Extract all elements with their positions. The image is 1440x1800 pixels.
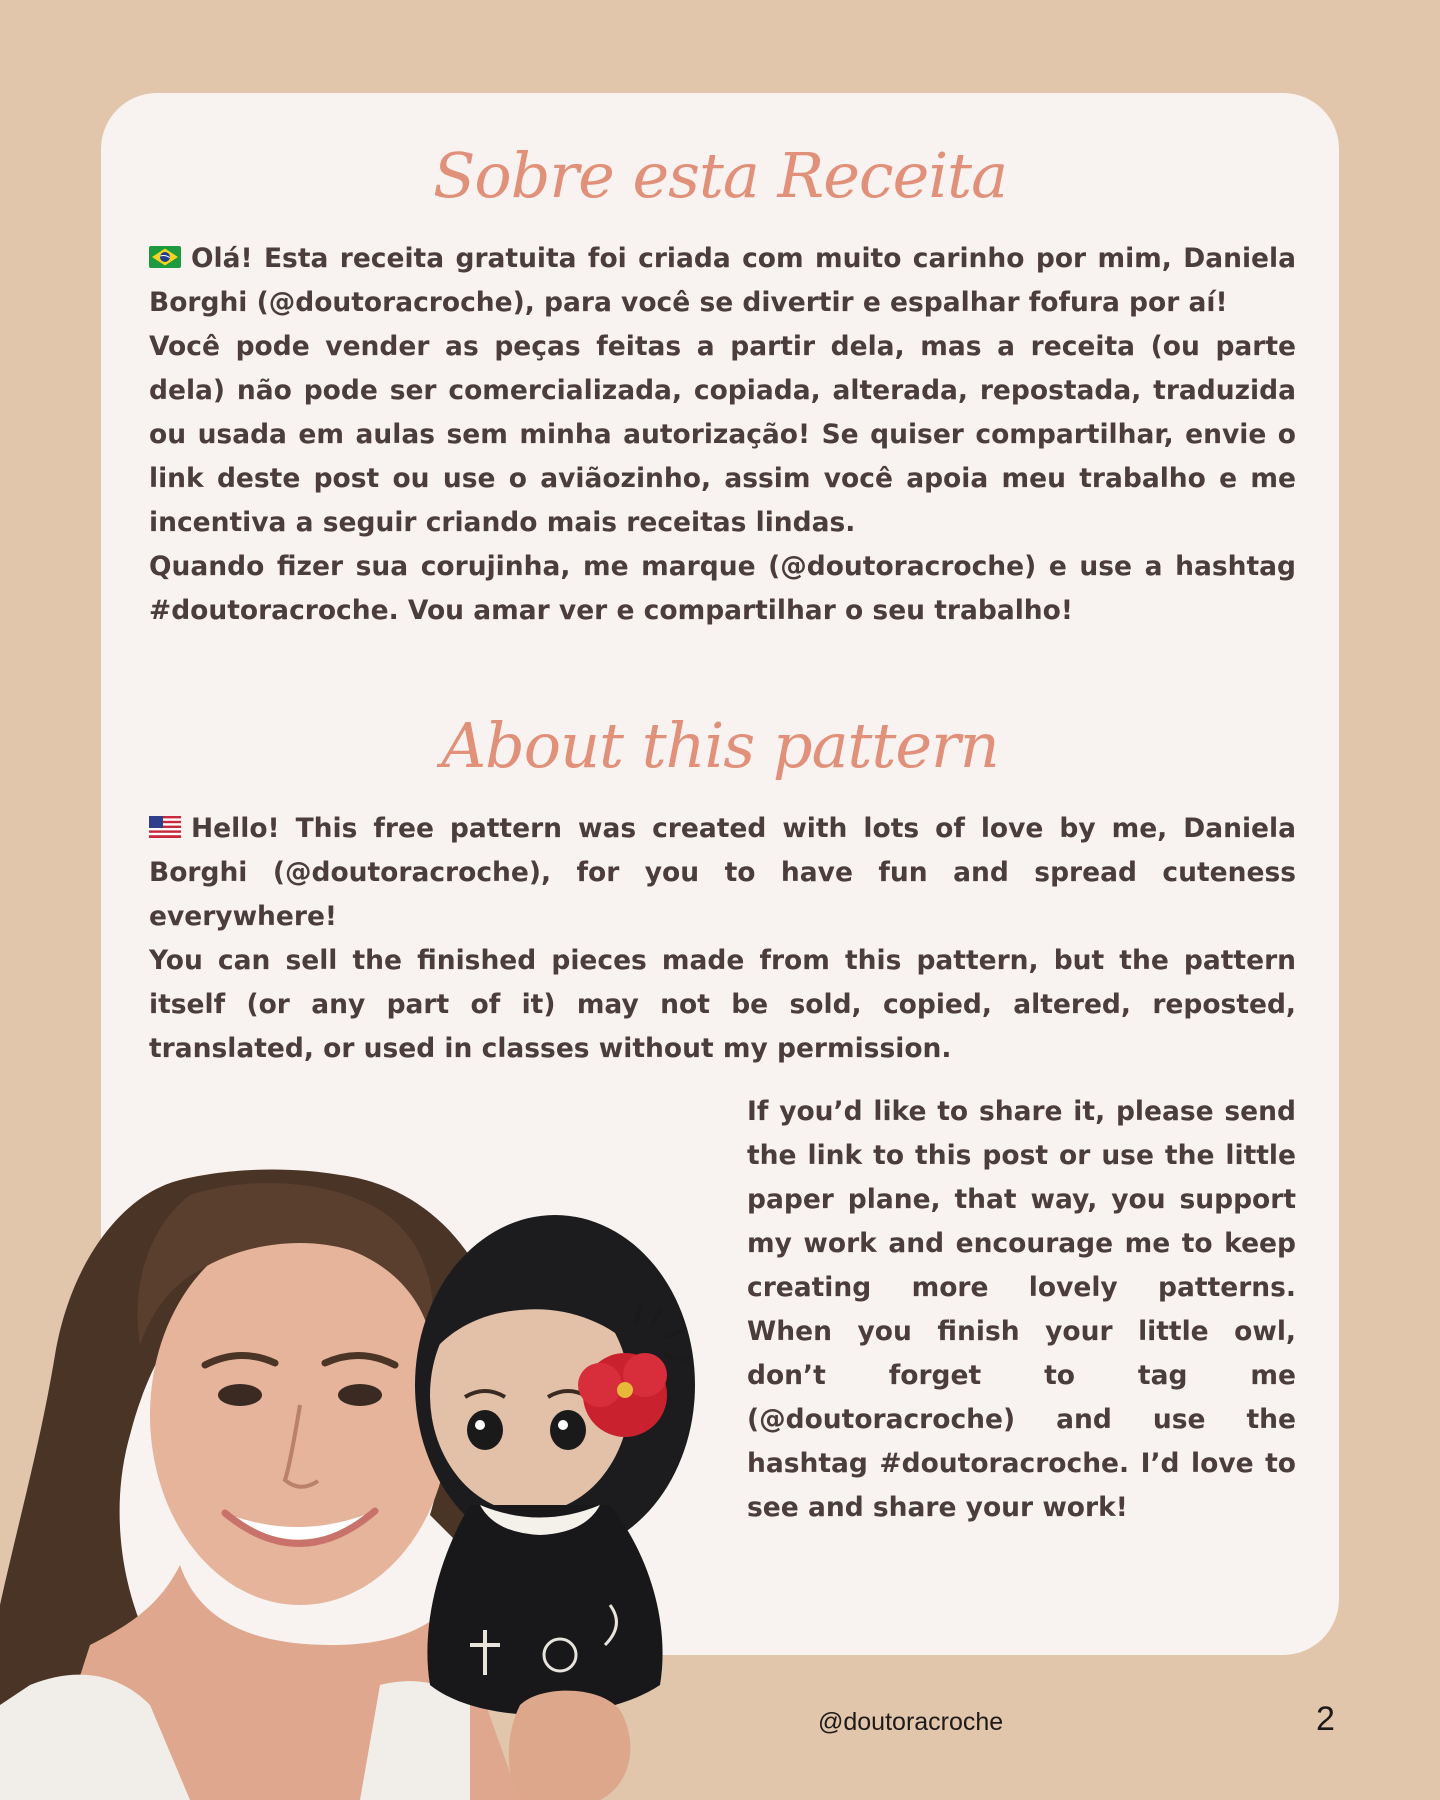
en-paragraph-1-row [149, 807, 1296, 939]
en-paragraph-1: Hello! This free pattern was created with lots of love by me, Daniela Borghi (@doutoracroche), for you to have fun and spread cuteness everywhere! [149, 813, 1296, 932]
usa-flag-icon [149, 816, 181, 838]
pt-section-body [149, 237, 1296, 633]
footer-handle: @doutoracroche [818, 1708, 1004, 1736]
author-with-amigurumi-doll-photo [0, 1085, 700, 1800]
pt-paragraph-3: Quando fizer sua corujinha, me marque (@doutoracroche) e use a hashtag #doutoracroche. Vou amar ver e compartilhar o seu trabalho! [149, 551, 1296, 626]
page-number: 2 [1316, 1700, 1335, 1738]
en-section-title: About this pattern [441, 709, 999, 782]
en-paragraph-3: If you’d like to share it, please send the link to this post or use the little paper plane, that way, you support my work and encourage me to keep creating more lovely patterns. When you finish your little owl, don’t forget to tag me (@doutoracroche) and use the hashtag #doutoracroche. I’d love to see and share your work! [747, 1096, 1296, 1523]
pt-paragraph-2: Você pode vender as peças feitas a partir dela, mas a receita (ou parte dela) não pode ser comercializada, copiada, alterada, repostada, traduzida ou usada em aulas sem minha autorização! Se quiser compartilhar, envie o link deste post ou use o aviãozinho, assim você apoia meu trabalho e me incentiva a seguir criando mais receitas lindas. [149, 331, 1296, 538]
pt-paragraph-1-row [149, 237, 1296, 325]
pt-section-title: Sobre esta Receita [432, 139, 1008, 212]
pt-paragraph-1: Olá! Esta receita gratuita foi criada com muito carinho por mim, Daniela Borghi (@doutoracroche), para você se divertir e espalhar fofura por aí! [149, 243, 1296, 318]
brazil-flag-icon [149, 246, 181, 268]
en-paragraph-2: You can sell the finished pieces made from this pattern, but the pattern itself (or any part of it) may not be sold, copied, altered, reposted, translated, or used in classes without my permission. [149, 945, 1296, 1064]
en-section-body [149, 807, 1296, 1071]
